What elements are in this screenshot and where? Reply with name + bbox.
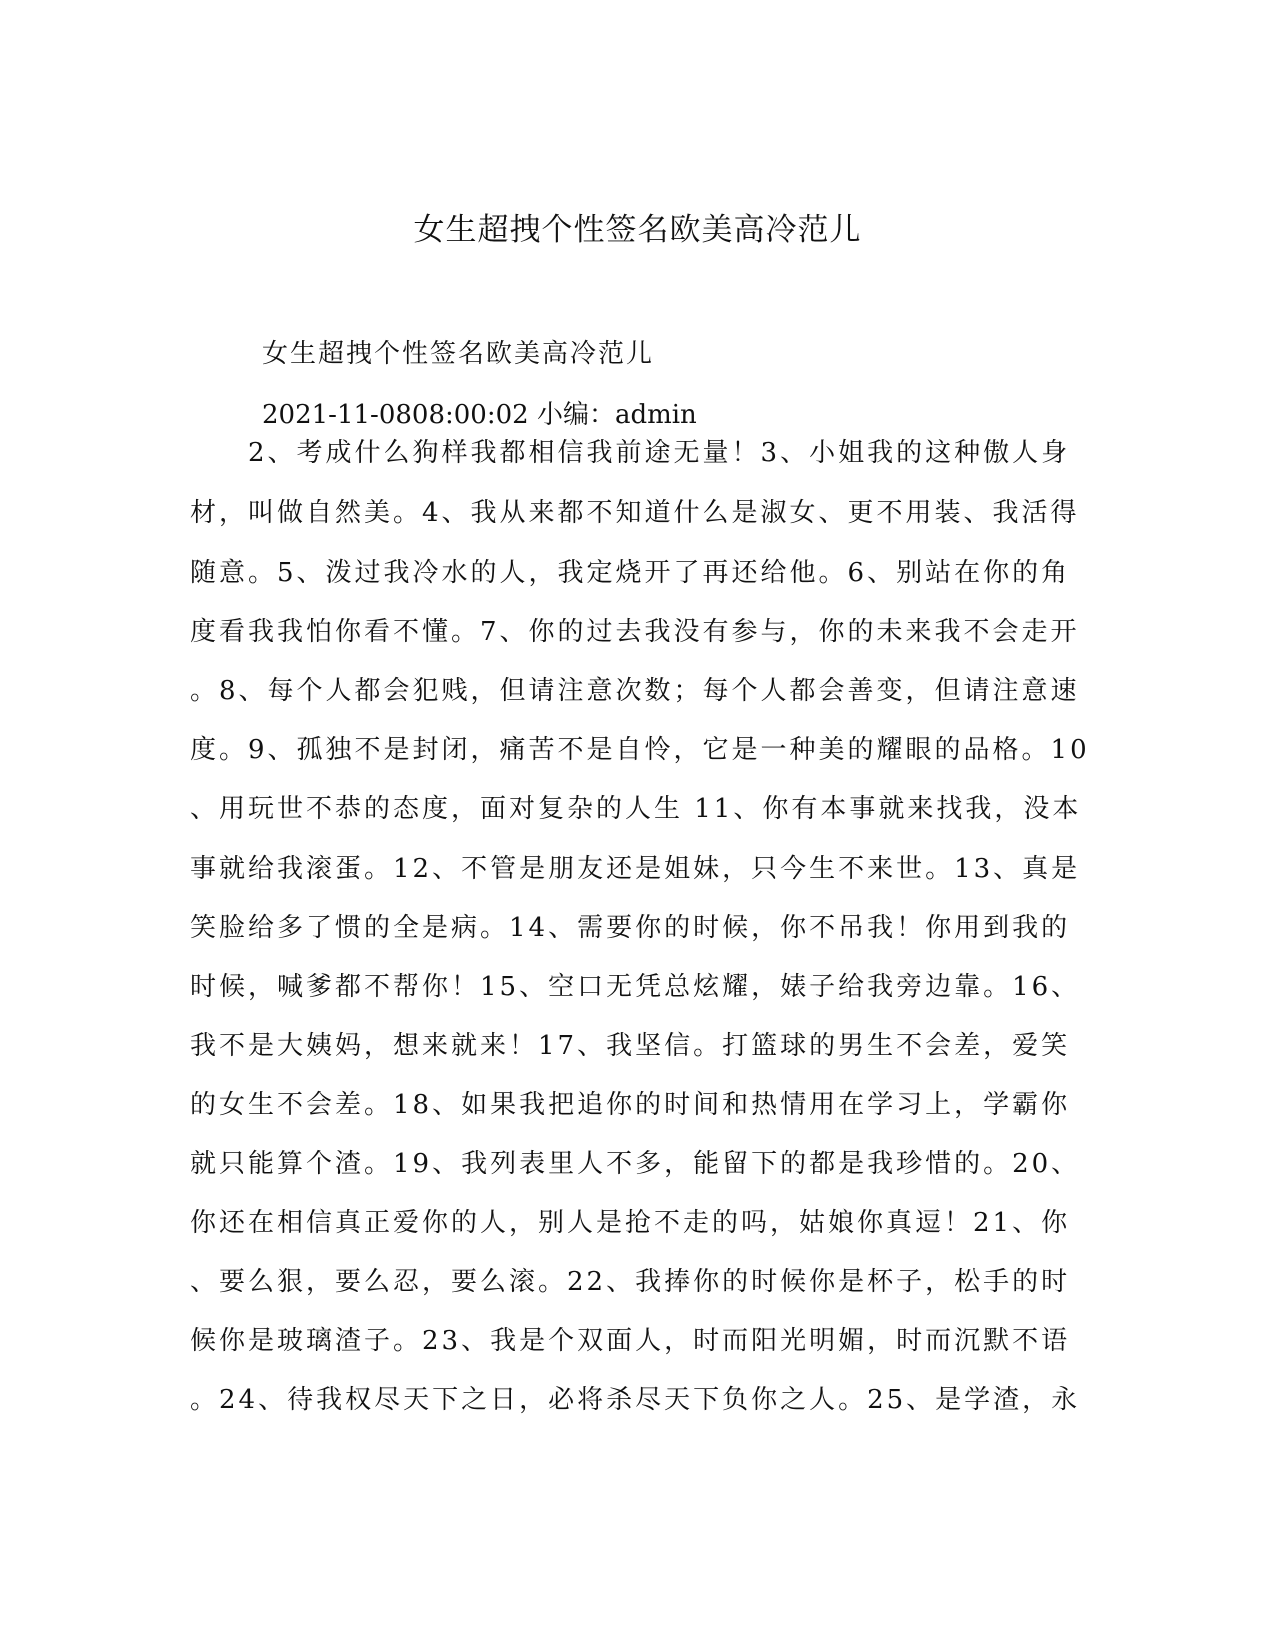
body-line: 2、考成什么狗样我都相信我前途无量！3、小姐我的这种傲人身 [190, 438, 1071, 468]
body-line: 候你是玻璃渣子。23、我是个双面人，时而阳光明媚，时而沉默不语 [190, 1326, 1071, 1356]
body-line: 时候，喊爹都不帮你！15、空口无凭总炫耀，婊子给我旁边靠。16、 [190, 972, 1081, 1002]
body-line: 我不是大姨妈，想来就来！17、我坚信。打篮球的男生不会差，爱笑 [190, 1031, 1071, 1061]
body-line: 你还在相信真正爱你的人，别人是抢不走的吗，姑娘你真逗！21、你 [190, 1208, 1071, 1238]
document-title: 女生超拽个性签名欧美高冷范儿 [413, 212, 862, 248]
body-line: 材，叫做自然美。4、我从来都不知道什么是淑女、更不用装、我活得 [190, 498, 1080, 528]
document-byline: 2021-11-0808:00:02 小编：admin [262, 400, 697, 430]
body-line: 事就给我滚蛋。12、不管是朋友还是姐妹，只今生不来世。13、真是 [190, 854, 1081, 884]
body-line: 、要么狠，要么忍，要么滚。22、我捧你的时候你是杯子，松手的时 [190, 1267, 1071, 1297]
body-line: 。8、每个人都会犯贱，但请注意次数；每个人都会善变，但请注意速 [190, 676, 1080, 706]
body-line: 就只能算个渣。19、我列表里人不多，能留下的都是我珍惜的。20、 [190, 1149, 1081, 1179]
body-line: 、用玩世不恭的态度，面对复杂的人生 11、你有本事就来找我，没本 [190, 794, 1082, 824]
body-line: 笑脸给多了惯的全是病。14、需要你的时候，你不吊我！你用到我的 [190, 913, 1071, 943]
body-line: 度。9、孤独不是封闭，痛苦不是自怜，它是一种美的耀眼的品格。10 [190, 735, 1090, 765]
body-line: 度看我我怕你看不懂。7、你的过去我没有参与，你的未来我不会走开 [190, 617, 1080, 647]
document-subtitle: 女生超拽个性签名欧美高冷范儿 [262, 339, 655, 369]
body-line: 随意。5、泼过我冷水的人，我定烧开了再还给他。6、别站在你的角 [190, 558, 1071, 588]
body-line: 的女生不会差。18、如果我把追你的时间和热情用在学习上，学霸你 [190, 1090, 1071, 1120]
body-line: 。24、待我权尽天下之日，必将杀尽天下负你之人。25、是学渣，永 [190, 1385, 1081, 1415]
